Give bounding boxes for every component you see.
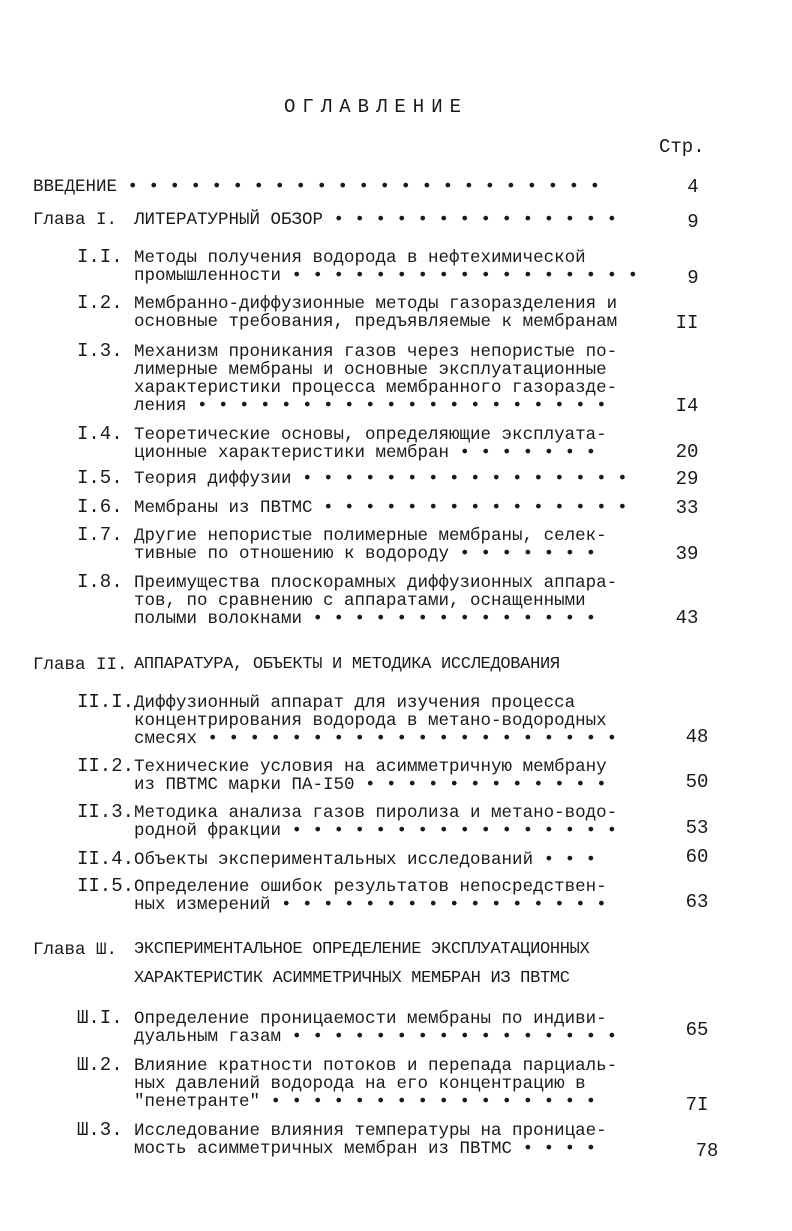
toc-entry-line: ных измерений • • • • • • • • • • • • • • • • bbox=[134, 895, 607, 915]
toc-entry-line: Мембраны из ПВТМС • • • • • • • • • • • • • • • bbox=[134, 498, 628, 518]
toc-section-number: I.6. bbox=[77, 496, 123, 518]
toc-page-number: 48 bbox=[685, 726, 709, 748]
toc-page-number: 29 bbox=[675, 468, 699, 490]
toc-entry-line: Технические условия на асимметричную мембрану bbox=[134, 757, 607, 777]
toc-section-number: I.5. bbox=[77, 467, 123, 489]
toc-page-number: 63 bbox=[685, 891, 709, 913]
toc-entry-line: Теоретические основы, определяющие эксплуата- bbox=[134, 425, 607, 445]
toc-page-number: 4 bbox=[687, 176, 699, 198]
toc-page-number: 9 bbox=[687, 267, 699, 289]
toc-entry-line: тов, по сравнению с аппаратами, оснащенными bbox=[134, 591, 586, 611]
toc-entry-line: Определение ошибок результатов непосредствен- bbox=[134, 877, 607, 897]
toc-page-number: I4 bbox=[675, 395, 699, 417]
toc-chapter-title: АППАРАТУРА, ОБЪЕКТЫ И МЕТОДИКА ИССЛЕДОВАНИЯ bbox=[134, 655, 560, 674]
toc-entry-line: Механизм проникания газов через непористые по- bbox=[134, 342, 618, 362]
toc-section-number: I.2. bbox=[77, 292, 123, 314]
toc-page-number: 65 bbox=[685, 1019, 709, 1041]
toc-entry-line: Диффузионный аппарат для изучения процесса bbox=[134, 693, 576, 713]
toc-entry-line: родной фракции • • • • • • • • • • • • • • • • bbox=[134, 821, 618, 841]
toc-entry-line: смесях • • • • • • • • • • • • • • • • • • • • bbox=[134, 729, 618, 749]
page-column-header: Стр. bbox=[659, 136, 705, 158]
toc-entry-line: основные требования, предъявляемые к мембранам bbox=[134, 312, 618, 332]
toc-section-number: Ш.I. bbox=[77, 1007, 123, 1029]
toc-entry-line: полыми волокнами • • • • • • • • • • • • • • bbox=[134, 609, 597, 629]
toc-chapter-number: Глава Ш. bbox=[33, 940, 118, 960]
toc-section-number: II.I. bbox=[77, 691, 135, 713]
toc-entry-line: Определение проницаемости мембраны по индиви- bbox=[134, 1009, 607, 1029]
toc-section-number: Ш.3. bbox=[77, 1119, 123, 1141]
toc-page-number: 78 bbox=[695, 1140, 719, 1162]
toc-entry-line: ЛИТЕРАТУРНЫЙ ОБЗОР • • • • • • • • • • • • • • bbox=[134, 210, 618, 230]
toc-section-number: II.3. bbox=[77, 801, 135, 823]
toc-entry-line: из ПВТМС марки ПА-I50 • • • • • • • • • • • • bbox=[134, 775, 607, 795]
toc-section-number: I.I. bbox=[77, 246, 123, 268]
toc-entry-line: промышленности • • • • • • • • • • • • • • • • • bbox=[134, 266, 639, 286]
toc-chapter-title: ЭКСПЕРИМЕНТАЛЬНОЕ ОПРЕДЕЛЕНИЕ ЭКСПЛУАТАЦИОННЫХ bbox=[134, 940, 590, 959]
toc-section-number: II.5. bbox=[77, 875, 135, 897]
toc-page-number: 20 bbox=[675, 441, 699, 463]
toc-entry-line: тивные по отношению к водороду • • • • • • • bbox=[134, 544, 597, 564]
toc-page-number: 7I bbox=[685, 1094, 709, 1116]
toc-page-number: 50 bbox=[685, 771, 709, 793]
toc-page-number: 43 bbox=[675, 607, 699, 629]
toc-entry-line: Мембранно-диффузионные методы газоразделения и bbox=[134, 294, 618, 314]
toc-entry-line: "пенетранте" • • • • • • • • • • • • • • • • bbox=[134, 1092, 597, 1112]
toc-entry-line: лимерные мембраны и основные эксплуатационные bbox=[134, 360, 607, 380]
toc-entry-line: Методика анализа газов пиролиза и метано-водо- bbox=[134, 803, 618, 823]
toc-page-number: II bbox=[675, 312, 699, 334]
toc-entry-line: ления • • • • • • • • • • • • • • • • • • • • bbox=[134, 396, 607, 416]
toc-section-number: II.2. bbox=[77, 755, 135, 777]
toc-entry-line: Методы получения водорода в нефтехимической bbox=[134, 248, 586, 268]
toc-page-number: 39 bbox=[675, 543, 699, 565]
page-title: ОГЛАВЛЕНИЕ bbox=[283, 96, 469, 118]
toc-page-number: 33 bbox=[675, 497, 699, 519]
toc-entry-line: Другие непористые полимерные мембраны, селек- bbox=[134, 526, 607, 546]
toc-chapter-number: Глава I. bbox=[33, 210, 118, 230]
toc-section-number: I.3. bbox=[77, 340, 123, 362]
toc-section-number: I.7. bbox=[77, 524, 123, 546]
toc-chapter-number: Глава II. bbox=[33, 655, 128, 675]
toc-section-number: I.8. bbox=[77, 571, 123, 593]
toc-entry-line: Объекты экспериментальных исследований • • • bbox=[134, 850, 597, 870]
toc-entry-line: ных давлений водорода на его концентрацию в bbox=[134, 1074, 586, 1094]
toc-page-number: 53 bbox=[685, 817, 709, 839]
toc-section-number: I.4. bbox=[77, 423, 123, 445]
toc-page-number: 9 bbox=[687, 211, 699, 233]
toc-page-number: 60 bbox=[685, 846, 709, 868]
toc-entry-line: Исследование влияния температуры на проницае- bbox=[134, 1121, 607, 1141]
toc-entry-line: характеристики процесса мембранного газоразде- bbox=[134, 378, 618, 398]
toc-chapter-title: ХАРАКТЕРИСТИК АСИММЕТРИЧНЫХ МЕМБРАН ИЗ ПВТМС bbox=[134, 969, 570, 988]
toc-entry-line: дуальным газам • • • • • • • • • • • • • • • • bbox=[134, 1027, 618, 1047]
toc-section-number: II.4. bbox=[77, 848, 135, 870]
toc-entry-line: концентрирования водорода в метано-водородных bbox=[134, 711, 607, 731]
toc-entry-line: ВВЕДЕНИЕ • • • • • • • • • • • • • • • • • • • • • • • bbox=[33, 177, 601, 197]
toc-entry-line: Теория диффузии • • • • • • • • • • • • • • • • bbox=[134, 469, 628, 489]
toc-entry-line: мость асимметричных мембран из ПВТМС • • • • bbox=[134, 1139, 597, 1159]
toc-entry-line: Влияние кратности потоков и перепада парциаль- bbox=[134, 1056, 618, 1076]
toc-section-number: Ш.2. bbox=[77, 1054, 123, 1076]
toc-entry-line: ционные характеристики мембран • • • • • • • bbox=[134, 443, 597, 463]
toc-entry-line: Преимущества плоскорамных диффузионных аппара- bbox=[134, 573, 618, 593]
